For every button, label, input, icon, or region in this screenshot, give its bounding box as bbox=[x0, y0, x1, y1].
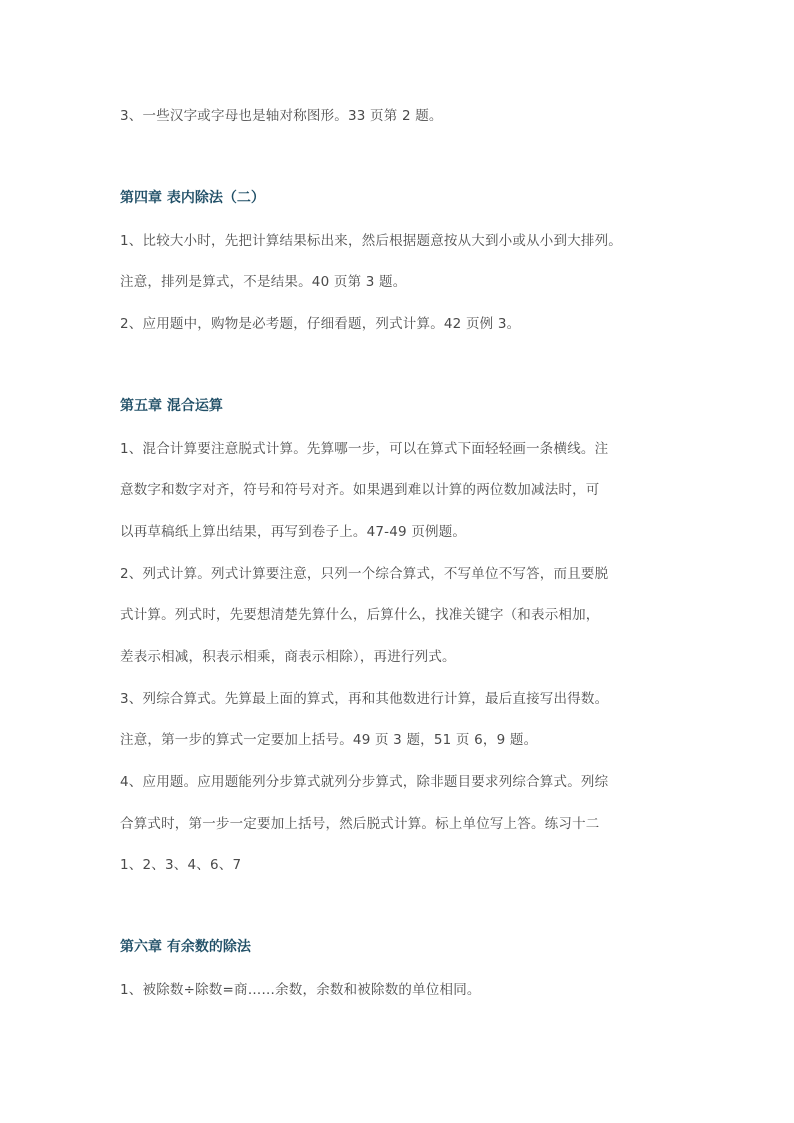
chapter-heading: 第四章 表内除法（二） bbox=[120, 190, 265, 206]
text-line: 注意，第一步的算式一定要加上括号。49 页 3 题，51 页 6，9 题。 bbox=[120, 732, 538, 748]
text-line: 以再草稿纸上算出结果，再写到卷子上。47-49 页例题。 bbox=[120, 524, 467, 540]
text-line: 合算式时，第一步一定要加上括号，然后脱式计算。标上单位写上答。练习十二 bbox=[120, 816, 600, 832]
chapter-heading: 第五章 混合运算 bbox=[120, 398, 223, 414]
text-line: 注意，排列是算式，不是结果。40 页第 3 题。 bbox=[120, 274, 407, 290]
text-line: 3、一些汉字或字母也是轴对称图形。33 页第 2 题。 bbox=[120, 108, 443, 124]
text-line: 3、列综合算式。先算最上面的算式，再和其他数进行计算，最后直接写出得数。 bbox=[120, 691, 609, 707]
text-line: 2、列式计算。列式计算要注意，只列一个综合算式，不写单位不写答，而且要脱 bbox=[120, 566, 609, 582]
text-line: 式计算。列式时，先要想清楚先算什么，后算什么，找准关键字（和表示相加， bbox=[120, 607, 600, 623]
text-line: 1、被除数÷除数=商……余数，余数和被除数的单位相同。 bbox=[120, 982, 481, 998]
text-line: 2、应用题中，购物是必考题，仔细看题，列式计算。42 页例 3。 bbox=[120, 316, 521, 332]
text-line: 意数字和数字对齐，符号和符号对齐。如果遇到难以计算的两位数加减法时，可 bbox=[120, 482, 600, 498]
chapter-heading: 第六章 有余数的除法 bbox=[120, 939, 251, 955]
text-line: 1、混合计算要注意脱式计算。先算哪一步，可以在算式下面轻轻画一条横线。注 bbox=[120, 441, 609, 457]
text-line: 1、比较大小时，先把计算结果标出来，然后根据题意按从大到小或从小到大排列。 bbox=[120, 233, 622, 249]
text-line: 1、2、3、4、6、7 bbox=[120, 857, 242, 873]
text-line: 差表示相减，积表示相乘，商表示相除），再进行列式。 bbox=[120, 649, 456, 665]
text-line: 4、应用题。应用题能列分步算式就列分步算式，除非题目要求列综合算式。列综 bbox=[120, 774, 609, 790]
